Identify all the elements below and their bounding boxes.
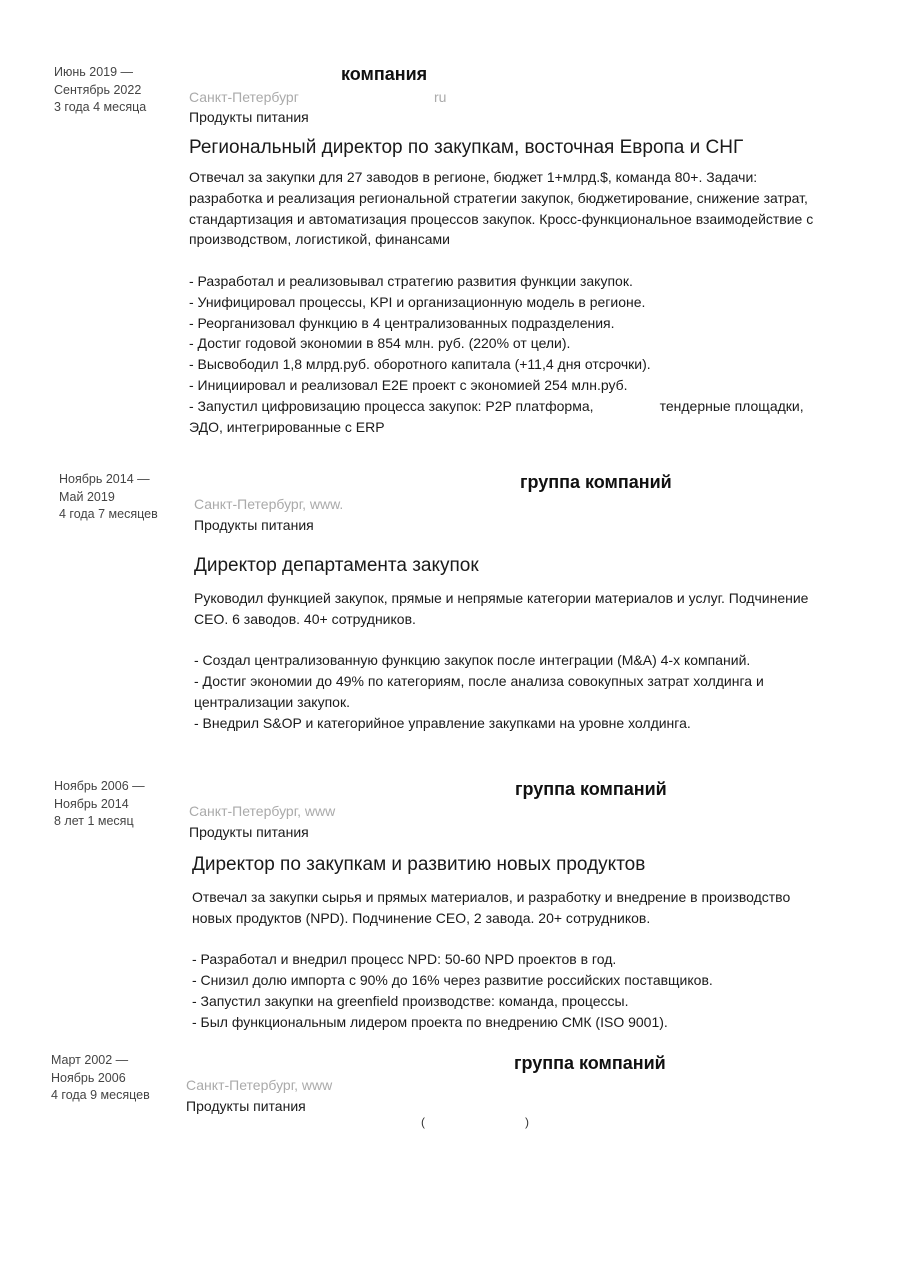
achievement-item: - Достиг экономии до 49% по категориям, после анализа совокупных затрат холдинга и: [194, 673, 764, 690]
duration: 4 года 7 месяцев: [59, 507, 158, 521]
date-end: Ноябрь 2006: [51, 1070, 126, 1085]
achievement-item: - Был функциональным лидером проекта по внедрению СМК (ISO 9001).: [192, 1013, 668, 1030]
job-description: [189, 167, 889, 437]
achievement-item: - Высвободил 1,8 млрд.руб. оборотного капитала (+11,4 дня отсрочки).: [189, 356, 651, 373]
company-website: ru: [434, 89, 447, 105]
company-name: группа компаний: [520, 472, 672, 492]
summary-line: CEO. 6 заводов. 40+ сотрудников.: [194, 610, 416, 627]
duration: 8 лет 1 месяц: [54, 814, 134, 828]
position-title: Директор по закупкам и развитию новых продуктов: [192, 854, 646, 875]
summary-line: Руководил функцией закупок, прямые и непрямые категории материалов и услуг. Подчинение: [194, 590, 809, 606]
industry: Продукты питания: [194, 517, 314, 533]
entry-dates: [59, 471, 158, 524]
job-description: [192, 887, 892, 1033]
achievement-item: централизации закупок.: [194, 693, 350, 710]
summary-line: производством, логистикой, финансами: [189, 231, 450, 248]
industry: Продукты питания: [189, 824, 309, 840]
company-location: Санкт-Петербург, www: [189, 803, 336, 819]
entry-dates: [54, 778, 145, 831]
achievement-item: - Запустил закупки на greenfield производстве: команда, процессы.: [192, 992, 629, 1009]
industry: Продукты питания: [189, 109, 309, 125]
company-location: Санкт-Петербург, www.: [194, 496, 344, 512]
summary-line: Отвечал за закупки для 27 заводов в регионе, бюджет 1+млрд.$, команда 80+. Задачи:: [189, 169, 758, 185]
summary-line: Отвечал за закупки сырья и прямых материалов, и разработку и внедрение в производство: [192, 889, 791, 905]
company-location: Санкт-Петербург: [189, 89, 299, 105]
company-location: Санкт-Петербург, www: [186, 1077, 333, 1093]
achievement-item: - Разработал и внедрил процесс NPD: 50-60 NPD проектов в год.: [192, 951, 617, 968]
job-description: [194, 588, 894, 734]
duration: 3 года 4 месяца: [54, 100, 147, 114]
text-fragment: (: [421, 1115, 425, 1129]
summary-line: новых продуктов (NPD). Подчинение CEO, 2 завода. 20+ сотрудников.: [192, 909, 651, 926]
entry-dates: [54, 64, 146, 117]
achievement-item: - Снизил долю импорта с 90% до 16% через развитие российских поставщиков.: [192, 972, 713, 989]
achievement-item: - Запустил цифровизацию процесса закупок: P2P платформа, тендерные площадки,: [189, 397, 804, 414]
summary-line: разработка и реализация региональной стратегии закупок, бюджетирование, снижение затрат,: [189, 189, 808, 206]
entry-dates: [51, 1052, 150, 1105]
achievement-item: - Инициировал и реализовал E2E проект с экономией 254 млн.руб.: [189, 376, 628, 393]
company-name: группа компаний: [514, 1053, 666, 1073]
company-name: группа компаний: [515, 779, 667, 799]
company-name: компания: [341, 64, 428, 84]
date-end: Сентябрь 2022: [54, 82, 142, 97]
summary-line: стандартизация и автоматизация процессов закупок. Кросс-функциональное взаимодействие с: [189, 210, 814, 227]
industry: Продукты питания: [186, 1098, 306, 1114]
achievement-item: - Достиг годовой экономии в 854 млн. руб. (220% от цели).: [189, 335, 571, 352]
date-end: Май 2019: [59, 489, 115, 504]
date-start: Март 2002 —: [51, 1053, 129, 1067]
duration: 4 года 9 месяцев: [51, 1088, 150, 1102]
position-title: Директор департамента закупок: [194, 555, 479, 576]
date-start: Ноябрь 2006 —: [54, 779, 145, 793]
date-end: Ноябрь 2014: [54, 796, 129, 811]
achievement-item: ЭДО, интегрированные с ERP: [189, 418, 385, 435]
position-title: Региональный директор по закупкам, восточная Европа и СНГ: [189, 137, 744, 158]
achievement-item: - Создал централизованную функцию закупок после интеграции (M&A) 4-х компаний.: [194, 652, 751, 669]
achievement-item: - Унифицировал процессы, KPI и организационную модель в регионе.: [189, 293, 646, 310]
achievement-item: - Внедрил S&OP и категорийное управление закупками на уровне холдинга.: [194, 714, 691, 731]
date-start: Июнь 2019 —: [54, 65, 134, 79]
date-start: Ноябрь 2014 —: [59, 472, 150, 486]
achievement-item: - Реорганизовал функцию в 4 централизованных подразделения.: [189, 314, 615, 331]
achievement-item: - Разработал и реализовывал стратегию развития функции закупок.: [189, 272, 633, 289]
text-fragment: ): [525, 1115, 529, 1129]
